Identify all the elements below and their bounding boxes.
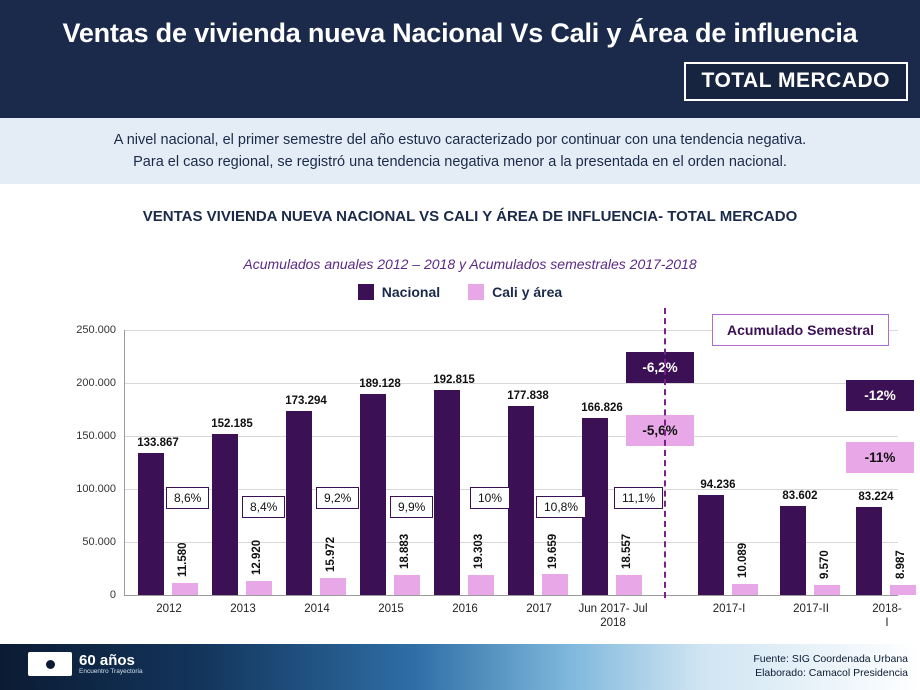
y-tick-label: 250.000 [76, 324, 116, 336]
bar-value-nacional: 83.224 [858, 491, 894, 503]
bar-nacional[interactable] [508, 406, 534, 595]
bar-group-2014 [280, 330, 354, 595]
bar-nacional[interactable] [360, 394, 386, 595]
bar-value-nacional: 177.838 [507, 390, 549, 402]
callout-variation-nacional-anual: -6,2% [626, 352, 694, 383]
intro-line-1: A nivel nacional, el primer semestre del año estuvo caracterizado por continuar con una tendencia negativa. [113, 132, 807, 148]
x-tick-label: Jun 2017- Jul 2018 [578, 603, 648, 629]
x-tick-label: 2014 [304, 603, 330, 615]
bar-nacional[interactable] [212, 434, 238, 595]
bar-nacional[interactable] [698, 495, 724, 595]
bar-group-2012 [132, 330, 206, 595]
bar-value-cali: 10.089 [737, 542, 749, 578]
bar-cali[interactable] [616, 575, 642, 595]
x-tick-label: 2015 [378, 603, 404, 615]
camacol-logo [28, 652, 143, 676]
x-tick-label: 2013 [230, 603, 256, 615]
bar-cali[interactable] [172, 583, 198, 595]
bar-cali[interactable] [542, 574, 568, 595]
chart-container [0, 184, 920, 644]
logo-subtext: Encuentro Trayectoria [79, 667, 143, 675]
bar-nacional[interactable] [780, 506, 806, 595]
bar-nacional[interactable] [434, 390, 460, 595]
bar-value-nacional: 189.128 [359, 378, 401, 390]
x-tick-label: 2012 [156, 603, 182, 615]
legend-item-cali [468, 284, 562, 300]
bar-group-2013 [206, 330, 280, 595]
y-tick-label: 200.000 [76, 377, 116, 389]
status-badge: TOTAL MERCADO [684, 62, 909, 101]
share-box: 10% [470, 487, 510, 509]
logo-text: 60 años [79, 651, 135, 669]
bar-cali[interactable] [320, 578, 346, 595]
bar-value-nacional: 83.602 [782, 490, 818, 502]
bar-cali[interactable] [468, 575, 494, 595]
callout-variation-nacional-semestral: -12% [846, 380, 914, 411]
plot-area [68, 322, 907, 629]
bar-value-nacional: 173.294 [285, 395, 327, 407]
legend-label: Nacional [381, 284, 441, 300]
bar-group-2016 [428, 330, 502, 595]
share-box: 11,1% [614, 487, 663, 509]
bar-cali[interactable] [246, 581, 272, 595]
bar-nacional[interactable] [138, 453, 164, 595]
share-box: 9,2% [316, 487, 359, 509]
chart-legend [0, 284, 920, 300]
intro-line-2: Para el caso regional, se registró una tendencia negativa menor a la presentada en el orden nacional. [133, 154, 787, 170]
share-box: 8,4% [242, 496, 285, 518]
bar-value-cali: 18.557 [621, 533, 633, 569]
x-tick-label: 2017-II [793, 603, 829, 615]
callout-variation-cali-semestral: -11% [846, 442, 914, 473]
bar-nacional[interactable] [856, 507, 882, 595]
x-tick-label: 2016 [452, 603, 478, 615]
bar-cali[interactable] [814, 585, 840, 595]
bar-value-cali: 12.920 [251, 539, 263, 575]
y-tick-label: 100.000 [76, 483, 116, 495]
section-divider [664, 308, 666, 598]
bar-cali[interactable] [732, 584, 758, 595]
bar-value-nacional: 152.185 [211, 418, 253, 430]
bar-cali[interactable] [890, 585, 916, 595]
callout-variation-cali-anual: -5,6% [626, 415, 694, 446]
legend-label: Cali y área [492, 284, 563, 300]
legend-swatch-icon [358, 284, 374, 300]
bar-group-2015 [354, 330, 428, 595]
bar-value-cali: 18.883 [399, 533, 411, 569]
bar-value-cali: 9.570 [819, 550, 831, 579]
bar-value-cali: 11.580 [177, 542, 189, 577]
y-tick-label: 0 [109, 589, 116, 601]
bar-value-nacional: 94.236 [700, 479, 736, 491]
bar-value-cali: 15.972 [325, 536, 337, 572]
x-tick-label: 2017-I [712, 603, 746, 615]
x-axis-line [124, 595, 898, 596]
x-tick-label: 2017 [526, 603, 552, 615]
legend-item-nacional [358, 284, 440, 300]
share-box: 10,8% [536, 496, 586, 518]
page-title: Ventas de vivienda nueva Nacional Vs Cali y Área de influencia [62, 18, 858, 48]
bar-group-2017-II [774, 330, 848, 595]
share-box: 8,6% [166, 487, 209, 509]
x-axis-labels [124, 598, 902, 638]
x-tick-label: 2018-I [872, 603, 902, 629]
y-tick-label: 150.000 [76, 430, 116, 442]
logo-mark-icon [28, 652, 72, 676]
author-text: Elaborado: Camacol Presidencia [755, 667, 908, 679]
y-axis-labels [68, 324, 120, 601]
bar-value-nacional: 166.826 [581, 402, 623, 414]
bars-layer [124, 322, 907, 595]
bar-group-2017 [502, 330, 576, 595]
bar-group-2017-I [692, 330, 766, 595]
bar-nacional[interactable] [286, 411, 312, 595]
chart-subtitle: Acumulados anuales 2012 – 2018 y Acumulados semestrales 2017-2018 [243, 256, 697, 272]
bar-value-nacional: 133.867 [137, 437, 179, 449]
y-tick-label: 50.000 [82, 536, 116, 548]
credits [753, 652, 908, 680]
bar-value-cali: 19.303 [473, 533, 485, 569]
slide-footer [0, 644, 920, 690]
legend-swatch-icon [468, 284, 484, 300]
bar-value-cali: 8.987 [895, 550, 907, 579]
source-text: Fuente: SIG Coordenada Urbana [753, 653, 908, 665]
bar-cali[interactable] [394, 575, 420, 595]
bar-value-nacional: 192.815 [433, 374, 475, 386]
share-box: 9,9% [390, 496, 433, 518]
bar-value-cali: 19.659 [547, 533, 559, 569]
chart-title: VENTAS VIVIENDA NUEVA NACIONAL VS CALI Y ÁREA DE INFLUENCIA- TOTAL MERCADO [142, 208, 798, 225]
semestral-label-box: Acumulado Semestral [712, 314, 889, 346]
intro-text [0, 118, 920, 184]
slide-header [0, 0, 920, 118]
